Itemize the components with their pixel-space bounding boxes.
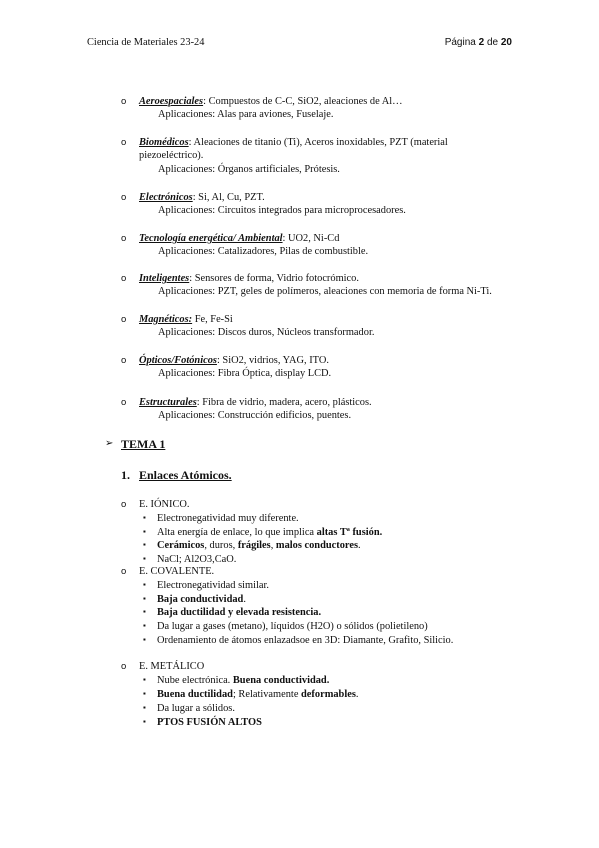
square-bullet-icon: ▪	[143, 675, 146, 684]
category-desc: : Aleaciones de titanio (Ti), Aceros inoxidables, PZT (material	[188, 137, 448, 148]
category-applications: Aplicaciones: Construcción edificios, puentes.	[158, 410, 352, 421]
bullet-icon: o	[121, 96, 127, 107]
square-bullet-icon: ▪	[143, 621, 146, 630]
bullet-icon: o	[121, 273, 127, 284]
category-desc: : UO2, Ni-Cd	[282, 233, 340, 244]
category-name: Biomédicos	[139, 137, 189, 148]
bullet-icon: o	[121, 137, 127, 148]
category-applications: Aplicaciones: PZT, geles de polímeros, aleaciones con memoria de forma Ni-Ti.	[158, 286, 492, 297]
square-bullet-icon: ▪	[143, 513, 146, 522]
category-desc: : Si, Al, Cu, PZT.	[192, 192, 265, 203]
category-name: Ópticos/Fotónicos	[139, 355, 217, 366]
category-name: Inteligentes	[139, 273, 190, 284]
category-desc: Fe, Fe-Si	[192, 314, 233, 325]
category-applications: Aplicaciones: Fibra Óptica, display LCD.	[158, 368, 332, 379]
bond-label: E. METÁLICO	[139, 661, 205, 672]
category-desc: : Compuestos de C-C, SiO2, aleaciones de Al…	[203, 96, 403, 107]
square-bullet-icon: ▪	[143, 594, 146, 603]
category-applications: Aplicaciones: Alas para aviones, Fuselaje.	[158, 109, 334, 120]
bullet-icon: o	[121, 661, 127, 672]
square-bullet-icon: ▪	[143, 607, 146, 616]
category-applications: Aplicaciones: Circuitos integrados para microprocesadores.	[158, 205, 406, 216]
tema-title: TEMA 1	[121, 437, 166, 451]
square-bullet-icon: ▪	[143, 527, 146, 536]
bullet-icon: o	[121, 397, 127, 408]
bullet-icon: o	[121, 566, 127, 577]
bullet-icon: o	[121, 355, 127, 366]
square-bullet-icon: ▪	[143, 717, 146, 726]
page-header	[87, 37, 512, 51]
square-bullet-icon: ▪	[143, 689, 146, 698]
category-name: Magnéticos:	[139, 314, 193, 325]
category-applications: Aplicaciones: Catalizadores, Pilas de combustible.	[158, 246, 369, 257]
category-desc: : SiO2, vidrios, YAG, ITO.	[216, 355, 329, 366]
category-name: Estructurales	[139, 397, 197, 408]
bullet-icon: o	[121, 499, 127, 510]
bullet-icon: o	[121, 314, 127, 325]
section-title: Enlaces Atómicos.	[139, 468, 232, 482]
category-desc: : Fibra de vidrio, madera, acero, plásticos.	[196, 397, 372, 408]
square-bullet-icon: ▪	[143, 635, 146, 644]
category-desc: : Sensores de forma, Vidrio fotocrómico.	[189, 273, 359, 284]
category-desc-cont: piezoeléctrico).	[139, 150, 204, 161]
category-name: Aeroespaciales	[139, 96, 204, 107]
bond-label: E. IÓNICO.	[139, 499, 190, 510]
arrow-icon: ➢	[105, 438, 114, 449]
section-number: 1.	[121, 468, 130, 482]
category-applications: Aplicaciones: Órganos artificiales, Prótesis.	[158, 164, 340, 175]
square-bullet-icon: ▪	[143, 580, 146, 589]
course-title: Ciencia de Materiales 23-24	[87, 37, 205, 48]
page-number: Página 2 de 20	[444, 37, 512, 48]
bullet-icon: o	[121, 192, 127, 203]
category-name: Tecnología energética/ Ambiental	[139, 233, 283, 244]
square-bullet-icon: ▪	[143, 554, 146, 563]
category-name: Electrónicos	[139, 192, 193, 203]
square-bullet-icon: ▪	[143, 703, 146, 712]
bond-label: E. COVALENTE.	[139, 566, 215, 577]
bullet-icon: o	[121, 233, 127, 244]
square-bullet-icon: ▪	[143, 540, 146, 549]
category-applications: Aplicaciones: Discos duros, Núcleos transformador.	[158, 327, 375, 338]
